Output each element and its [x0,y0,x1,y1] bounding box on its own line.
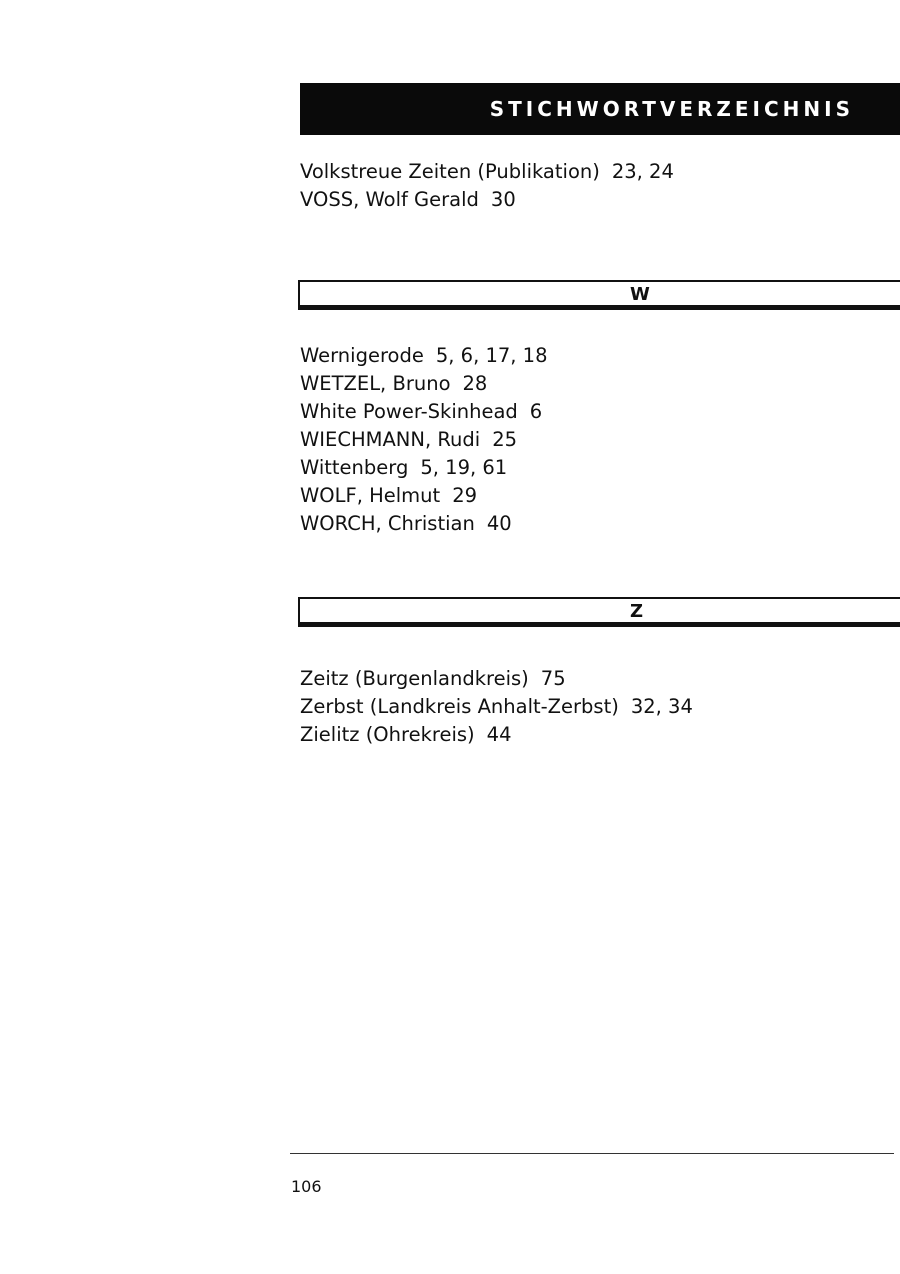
entry-term: VOSS, Wolf Gerald [300,188,479,211]
entry-term: WORCH, Christian [300,512,475,535]
entry-term: Zeitz (Burgenlandkreis) [300,667,529,690]
index-entry [300,370,548,398]
entry-term: White Power-Skinhead [300,400,518,423]
index-entry [300,342,548,370]
index-entry [300,398,548,426]
index-entry [300,186,674,214]
section-letter-box-z [298,597,900,627]
entry-term: WOLF, Helmut [300,484,441,507]
index-section-z [300,665,693,749]
footer-divider [290,1153,894,1154]
entry-term: WIECHMANN, Rudi [300,428,481,451]
entry-page-refs: 32, 34 [630,695,693,718]
header-bar [300,83,900,135]
index-section-w [300,342,548,538]
index-entry [300,665,693,693]
entry-term: Wernigerode [300,344,424,367]
entry-page-refs: 29 [452,484,478,507]
entry-page-refs: 28 [462,372,488,395]
index-entry [300,482,548,510]
entry-page-refs: 25 [492,428,518,451]
index-entry [300,158,674,186]
entry-term: Wittenberg [300,456,409,479]
index-entry [300,721,693,749]
entry-term: Zielitz (Ohrekreis) [300,723,475,746]
entry-page-refs: 44 [486,723,512,746]
entry-term: Volkstreue Zeiten (Publikation) [300,160,600,183]
entry-term: WETZEL, Bruno [300,372,451,395]
index-entry [300,454,548,482]
index-entry [300,426,548,454]
entry-page-refs: 5, 6, 17, 18 [435,344,548,367]
entry-page-refs: 5, 19, 61 [420,456,508,479]
entry-term: Zerbst (Landkreis Anhalt-Zerbst) [300,695,619,718]
section-letter: Z [630,601,644,622]
index-section-v [300,158,674,214]
page-number: 106 [291,1177,322,1196]
section-letter-box-w [298,280,900,310]
entry-page-refs: 6 [529,400,543,423]
entry-page-refs: 30 [490,188,516,211]
index-entry [300,693,693,721]
index-title: STICHWORTVERZEICHNIS [489,97,854,121]
entry-page-refs: 23, 24 [611,160,674,183]
index-entry [300,510,548,538]
section-letter: W [630,284,650,305]
entry-page-refs: 40 [486,512,512,535]
entry-page-refs: 75 [540,667,566,690]
